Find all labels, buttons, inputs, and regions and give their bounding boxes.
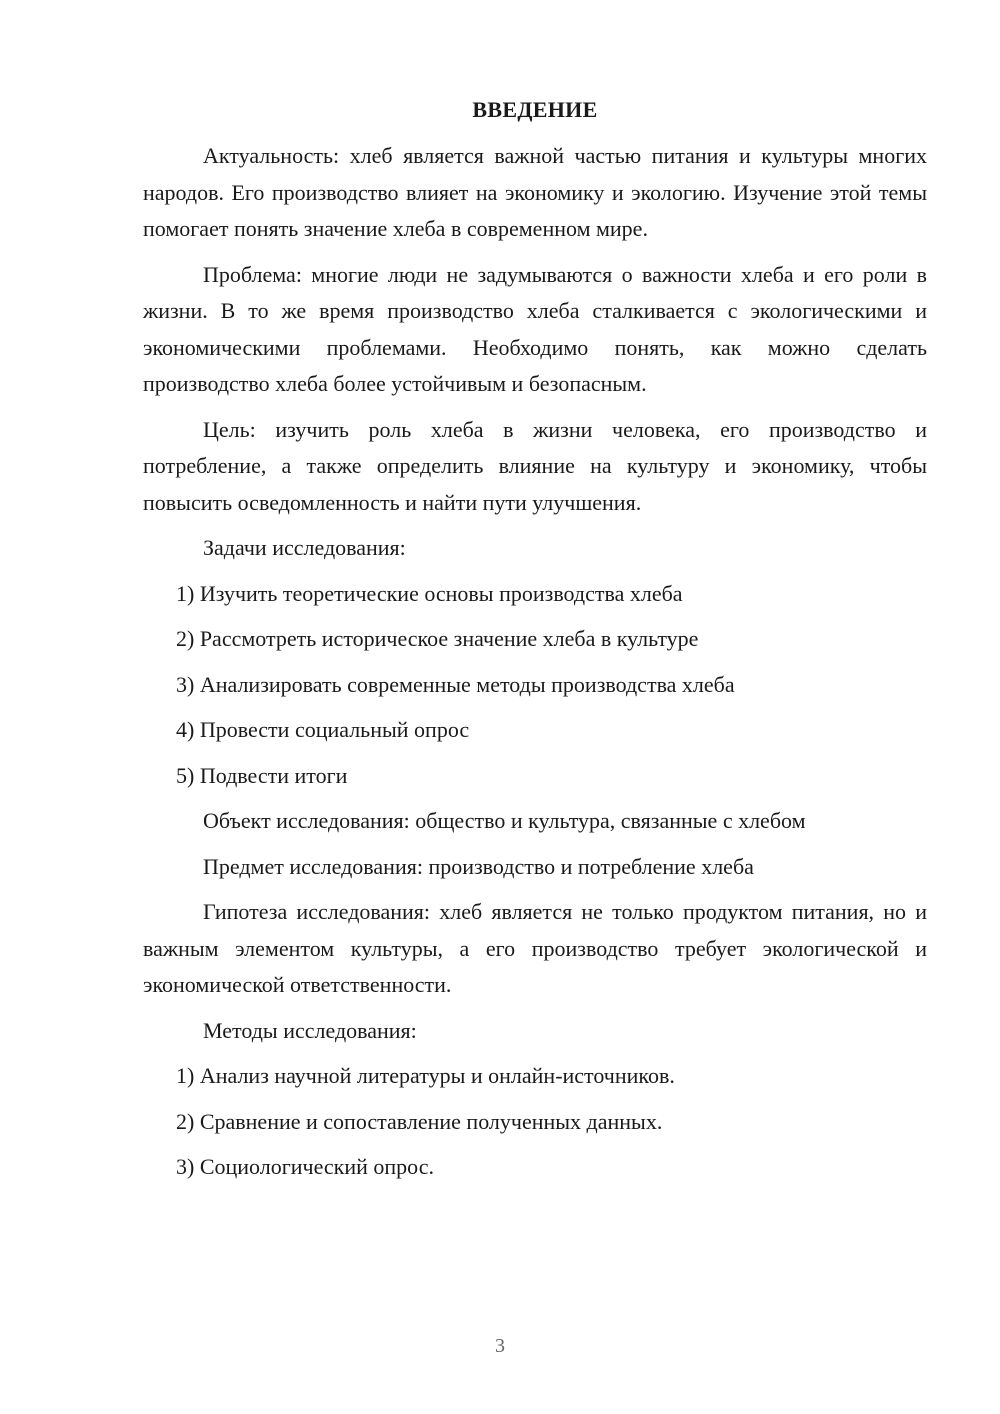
- tasks-list: [143, 576, 927, 795]
- section-title: ВВЕДЕНИЕ: [472, 97, 598, 122]
- list-item: 2) Сравнение и сопоставление полученных данных.: [176, 1108, 663, 1134]
- list-item: 3) Социологический опрос.: [176, 1154, 434, 1179]
- list-item: 2) Рассмотреть историческое значение хлеба в культуре: [176, 626, 699, 651]
- list-item: 3) Анализировать современные методы производства хлеба: [176, 671, 735, 697]
- list-item: 1) Изучить теоретические основы производства хлеба: [176, 580, 683, 606]
- research-object: Объект исследования: общество и культура, связанные с хлебом: [203, 808, 806, 833]
- goal-paragraph: Цель: изучить роль хлеба в жизни человека, его производство и потребление, а также определить влияние на культуру и экономику, чтобы повысить осведомленность и найти пути улучшения.: [143, 416, 927, 515]
- methods-list: [143, 1058, 927, 1186]
- document-page: [143, 94, 927, 1195]
- list-item: 5) Подвести итоги: [176, 762, 348, 788]
- tasks-heading: Задачи исследования:: [203, 535, 406, 560]
- list-item: 4) Провести социальный опрос: [176, 717, 470, 742]
- research-subject: Предмет исследования: производство и потребление хлеба: [203, 853, 754, 879]
- page-number: 3: [495, 1335, 505, 1357]
- list-item: 1) Анализ научной литературы и онлайн-источников.: [176, 1063, 675, 1088]
- hypothesis-paragraph: Гипотеза исследования: хлеб является не только продуктом питания, но и важным элементом культуры, а его производство требует экологической и экономической ответственности.: [143, 899, 927, 997]
- relevance-paragraph: Актуальность: хлеб является важной частью питания и культуры многих народов. Его производство влияет на экономику и экологию. Изучение этой темы помогает понять значение хлеба в современном мире.: [143, 143, 927, 241]
- problem-paragraph: Проблема: многие люди не задумываются о важности хлеба и его роли в жизни. В то же время производство хлеба сталкивается с экологическими и экономическими проблемами. Необходимо понять, как можно сделать производство хлеба более устойчивым и безопасным.: [143, 261, 927, 396]
- methods-heading: Методы исследования:: [203, 1017, 417, 1043]
